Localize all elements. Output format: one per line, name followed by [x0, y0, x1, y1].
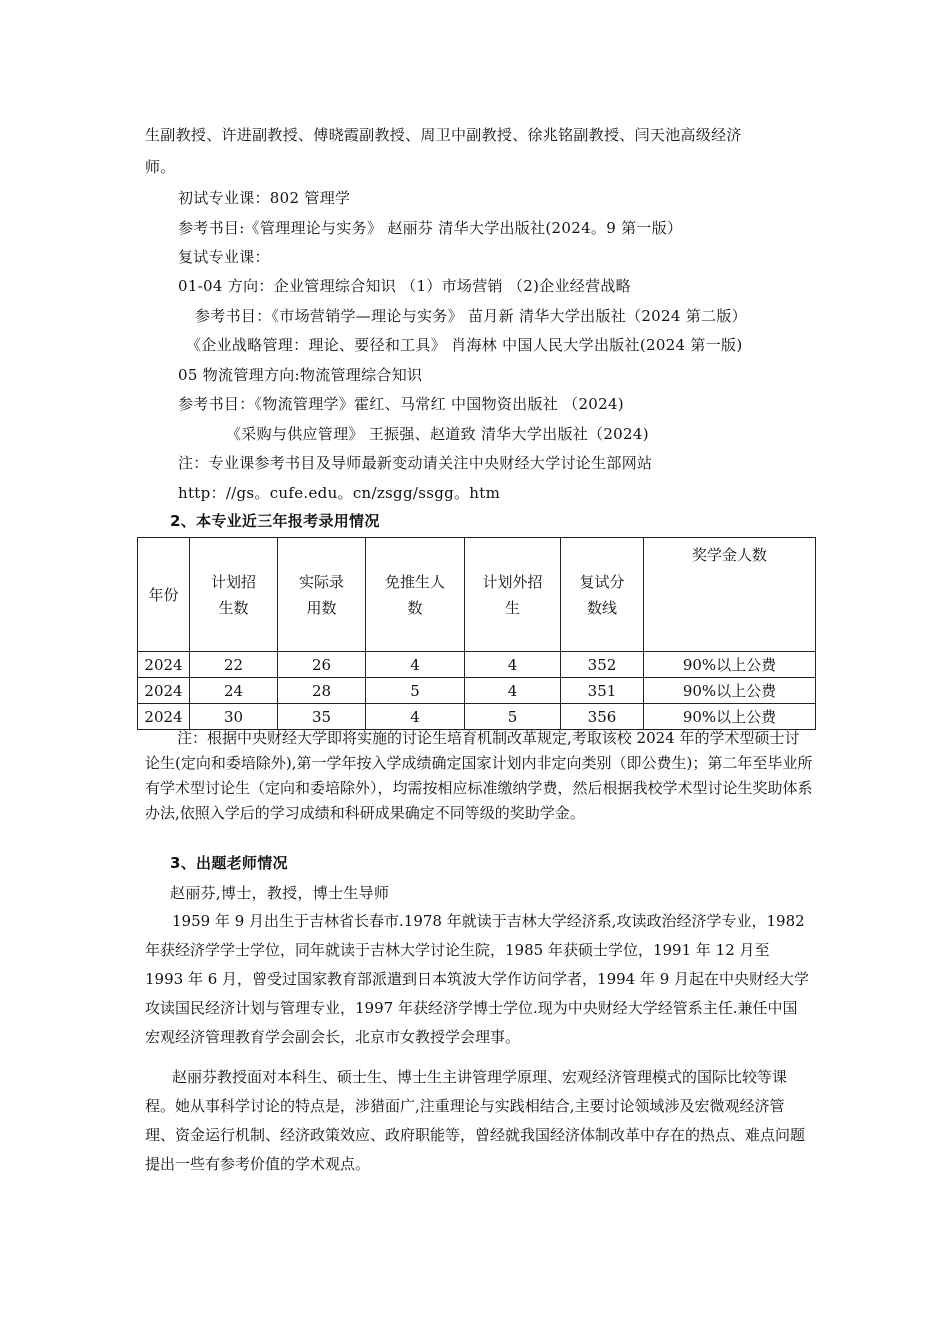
table-header-row — [138, 538, 816, 652]
admission-table — [137, 537, 816, 730]
admission-note: 注：根据中央财经大学即将实施的讨论生培育机制改革规定,考取该校 2024 年的学术型硕士讨论生(定向和委培除外),第一学年按入学成绩确定国家计划内非定向类别（即公费生)；第二年至毕业所有学术型讨论生（定向和委培除外），均需按相应标准缴纳学费，然后根据我校学术型讨论生奖助体系办法,依照入学后的学习成绩和科研成果确定不同等级的奖助学金。 — [145, 729, 813, 822]
reference-purchasing: 《采购与供应管理》 王振强、赵道致 清华大学出版社（2024) — [226, 425, 649, 443]
reference-strategy: 《企业战略管理：理论、要径和工具》 肖海林 中国人民大学出版社(2024 第一版) — [186, 336, 743, 354]
cell-planned: 22 — [190, 652, 278, 678]
reference-note: 注：专业课参考书目及导师最新变动请关注中央财经大学讨论生部网站 — [178, 454, 653, 472]
intro-line-2: 师。 — [145, 158, 176, 176]
cell-year: 2024 — [138, 704, 190, 730]
header-scholarship: 奖学金人数 — [644, 538, 816, 652]
teacher-bio-paragraph-2: 赵丽芬教授面对本科生、硕士生、博士生主讲管理学原理、宏观经济管理模式的国际比较等课程。她从事科学讨论的特点是，涉猎面广,注重理论与实践相结合,主要讨论领域涉及宏微观经济管理、资金运行机制、经济政策效应、政府职能等，曾经就我国经济体制改革中存在的热点、难点问题提出一些有参考价值的学术观点。 — [145, 1068, 806, 1173]
retest-course: 复试专业课： — [178, 248, 270, 266]
header-extra: 计划外招生 — [465, 538, 561, 652]
cell-planned: 24 — [190, 678, 278, 704]
cell-extra: 5 — [465, 704, 561, 730]
cell-admitted: 28 — [278, 678, 366, 704]
section-2-heading: 2、本专业近三年报考录用情况 — [170, 512, 380, 530]
graduate-website-link[interactable]: http：//gs。cufe.edu。cn/zsgg/ssgg。htm — [178, 484, 501, 502]
header-admitted: 实际录用数 — [278, 538, 366, 652]
cell-cutoff: 352 — [561, 652, 644, 678]
section-3-heading: 3、出题老师情况 — [170, 854, 288, 872]
cell-planned: 30 — [190, 704, 278, 730]
direction-05: 05 物流管理方向:物流管理综合知识 — [178, 366, 423, 384]
direction-01-04: 01-04 方向：企业管理综合知识 （1）市场营销 （2)企业经营战略 — [178, 277, 631, 295]
intro-line-1: 生副教授、许进副教授、傅晓霞副教授、周卫中副教授、徐兆铭副教授、闫天池高级经济 — [145, 126, 742, 144]
teacher-name-line: 赵丽芬,博士，教授，博士生导师 — [170, 884, 390, 902]
cell-scholarship: 90%以上公费 — [644, 678, 816, 704]
cell-recommended: 4 — [366, 652, 465, 678]
table-row — [138, 652, 816, 678]
cell-year: 2024 — [138, 652, 190, 678]
header-planned: 计划招生数 — [190, 538, 278, 652]
header-cutoff: 复试分数线 — [561, 538, 644, 652]
initial-course: 初试专业课：802 管理学 — [178, 189, 351, 207]
cell-scholarship: 90%以上公费 — [644, 652, 816, 678]
cell-recommended: 5 — [366, 678, 465, 704]
header-recommended: 免推生人数 — [366, 538, 465, 652]
cell-extra: 4 — [465, 652, 561, 678]
cell-admitted: 26 — [278, 652, 366, 678]
cell-admitted: 35 — [278, 704, 366, 730]
teacher-bio-paragraph-1: 1959 年 9 月出生于吉林省长春市.1978 年就读于吉林大学经济系,攻读政治经济学专业，1982 年获经济学学士学位，同年就读于吉林大学讨论生院，1985 年获硕士学位，1991 年 12 月至 1993 年 6 月，曾受过国家教育部派遣到日本筑波大学作访问学者，1994 年 9 月起在中央财经大学攻读国民经济计划与管理专业，1997 年获经济学博士学位.现为中央财经大学经管系主任.兼任中国宏观经济管理教育学会副会长，北京市女教授学会理事。 — [145, 912, 810, 1046]
reference-marketing: 参考书目：《市场营销学—理论与实务》 苗月新 清华大学出版社（2024 第二版） — [195, 307, 747, 325]
cell-recommended: 4 — [366, 704, 465, 730]
cell-cutoff: 351 — [561, 678, 644, 704]
reference-logistics: 参考书目：《物流管理学》霍红、马常红 中国物资出版社 （2024) — [178, 395, 624, 413]
cell-cutoff: 356 — [561, 704, 644, 730]
cell-extra: 4 — [465, 678, 561, 704]
table-row — [138, 678, 816, 704]
cell-year: 2024 — [138, 678, 190, 704]
cell-scholarship: 90%以上公费 — [644, 704, 816, 730]
header-year: 年份 — [138, 538, 190, 652]
initial-reference: 参考书目:《管理理论与实务》 赵丽芬 清华大学出版社(2024。9 第一版） — [178, 219, 683, 237]
